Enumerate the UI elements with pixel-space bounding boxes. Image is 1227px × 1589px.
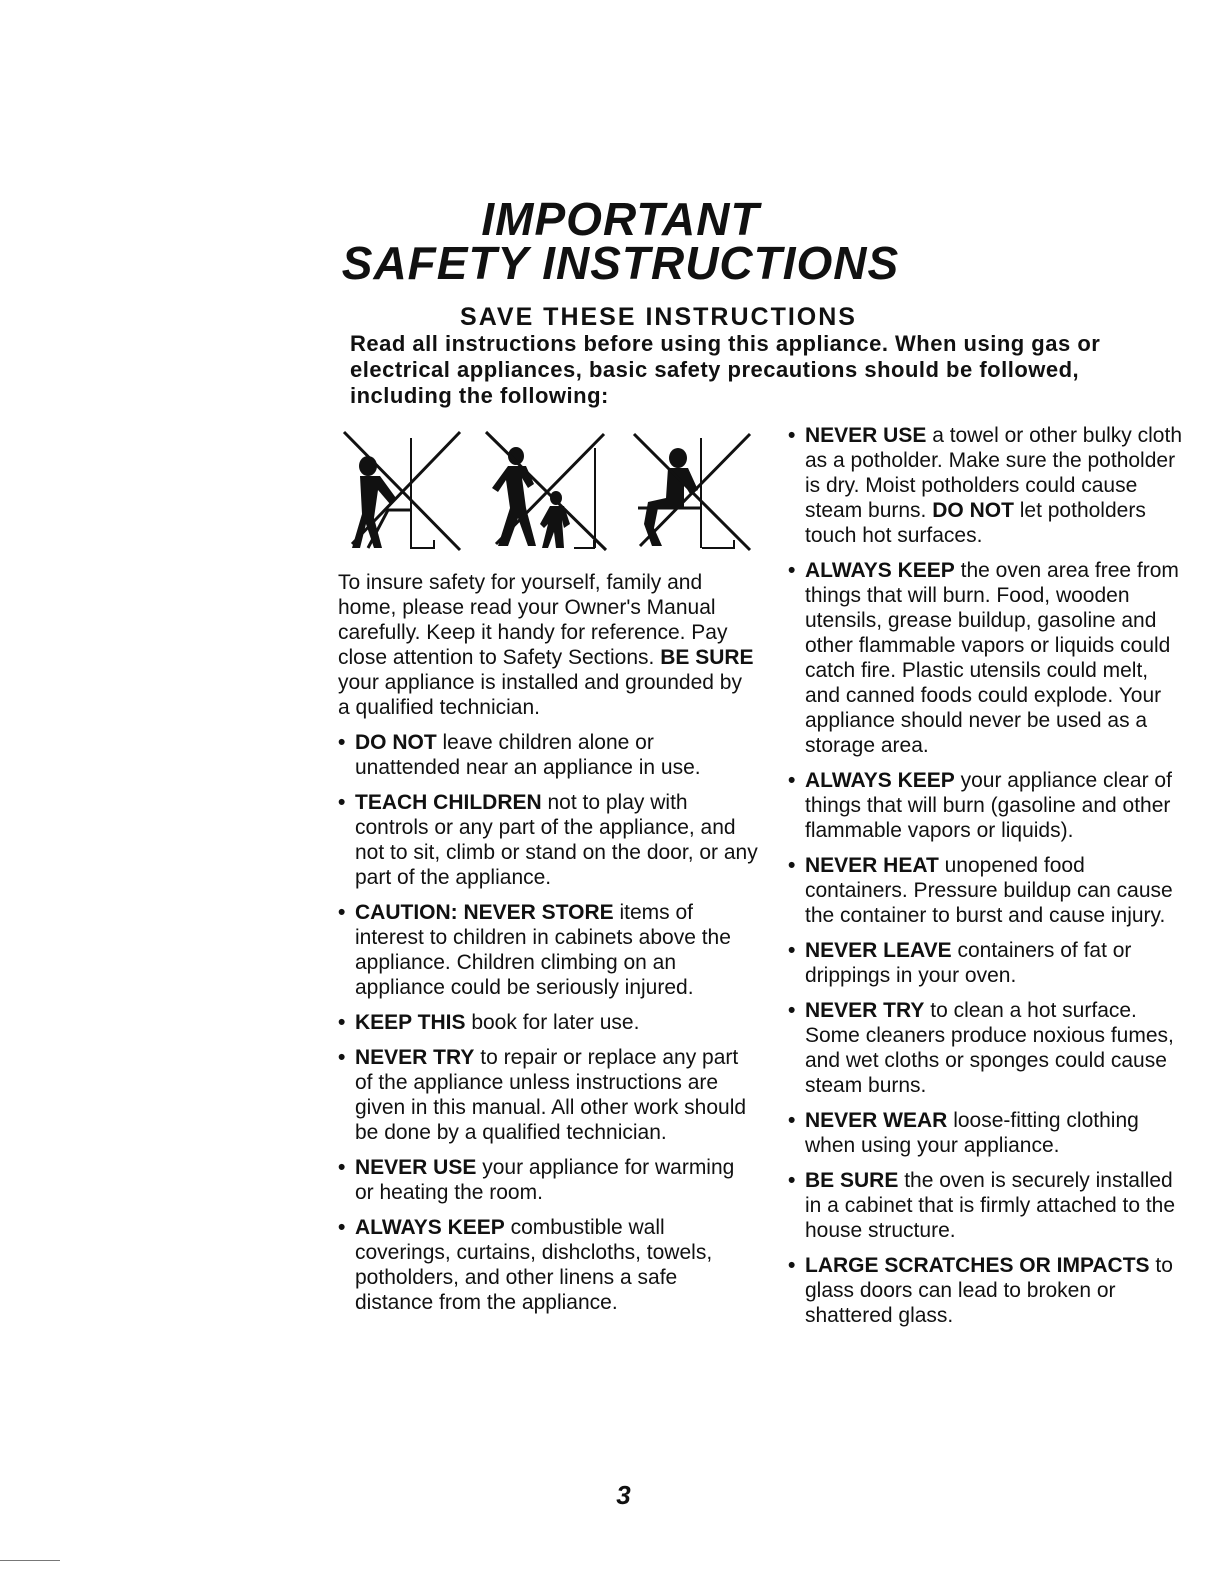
list-item: • TEACH CHILDREN not to play with controls or any part of the appliance, and not to sit, climb or stand on the door, or any part of the appliance. xyxy=(338,791,758,889)
warning-pictograms xyxy=(338,428,758,553)
list-item: • DO NOT leave children alone or unattended near an appliance in use. xyxy=(338,731,701,779)
list-item: • NEVER WEAR loose-fitting clothing when using your appliance. xyxy=(788,1109,1139,1157)
list-item: • NEVER USE a towel or other bulky cloth as a potholder. Make sure the potholder is dry. Moist potholders could cause steam burns. DO NOT let potholders touch hot surfaces. xyxy=(788,424,1183,547)
subtitle-save-instructions: SAVE THESE INSTRUCTIONS xyxy=(460,303,857,331)
list-item: • ALWAYS KEEP combustible wall coverings, curtains, dishcloths, towels, potholders, and other linens a safe distance from the appliance. xyxy=(338,1216,713,1314)
no-leaning-on-door-icon xyxy=(344,432,460,550)
page-number: 3 xyxy=(616,1480,631,1510)
list-item: • NEVER HEAT unopened food containers. Pressure buildup can cause the container to burst and cause injury. xyxy=(788,854,1173,927)
no-child-climbing-icon xyxy=(486,432,606,550)
title-important: IMPORTANT xyxy=(481,193,760,245)
intro-owners-manual: To insure safety for yourself, family and home, please read your Owner's Manual carefully. Keep it handy for reference. Pay close attention to Safety Sections. BE SURE your appliance is installed and grounded by a qualified technician. xyxy=(338,571,754,719)
list-item: • NEVER TRY to clean a hot surface. Some cleaners produce noxious fumes, and wet cloths or sponges could cause steam burns. xyxy=(788,999,1174,1097)
list-item: • NEVER LEAVE containers of fat or drippings in your oven. xyxy=(788,939,1132,987)
no-sitting-on-door-icon xyxy=(634,434,750,550)
intro-paragraph: Read all instructions before using this appliance. When using gas or electrical appliances, basic safety precautions should be followed, including the following: xyxy=(350,331,1101,408)
list-item: • CAUTION: NEVER STORE items of interest to children in cabinets above the appliance. Children climbing on an appliance could be seriously injured. xyxy=(338,901,731,999)
title-safety-instructions: SAFETY INSTRUCTIONS xyxy=(341,237,900,289)
list-item: • KEEP THIS book for later use. xyxy=(338,1011,640,1034)
list-item: • LARGE SCRATCHES OR IMPACTS to glass doors can lead to broken or shattered glass. xyxy=(788,1254,1173,1327)
right-column xyxy=(788,423,1188,1338)
list-item: • NEVER USE your appliance for warming or heating the room. xyxy=(338,1156,735,1204)
list-item: • ALWAYS KEEP your appliance clear of things that will burn (gasoline and other flammable vapors or liquids). xyxy=(788,769,1172,842)
scan-edge-mark xyxy=(0,1560,60,1561)
left-column xyxy=(338,570,758,1325)
list-item: • ALWAYS KEEP the oven area free from things that will burn. Food, wooden utensils, grease buildup, gasoline and other flammable vapors or liquids could catch fire. Plastic utensils could melt, and canned foods could explode. Your appliance should never be used as a storage area. xyxy=(788,559,1179,757)
list-item: • BE SURE the oven is securely installed in a cabinet that is firmly attached to the house structure. xyxy=(788,1169,1176,1242)
list-item: • NEVER TRY to repair or replace any part of the appliance unless instructions are given in this manual. All other work should be done by a qualified technician. xyxy=(338,1046,747,1144)
